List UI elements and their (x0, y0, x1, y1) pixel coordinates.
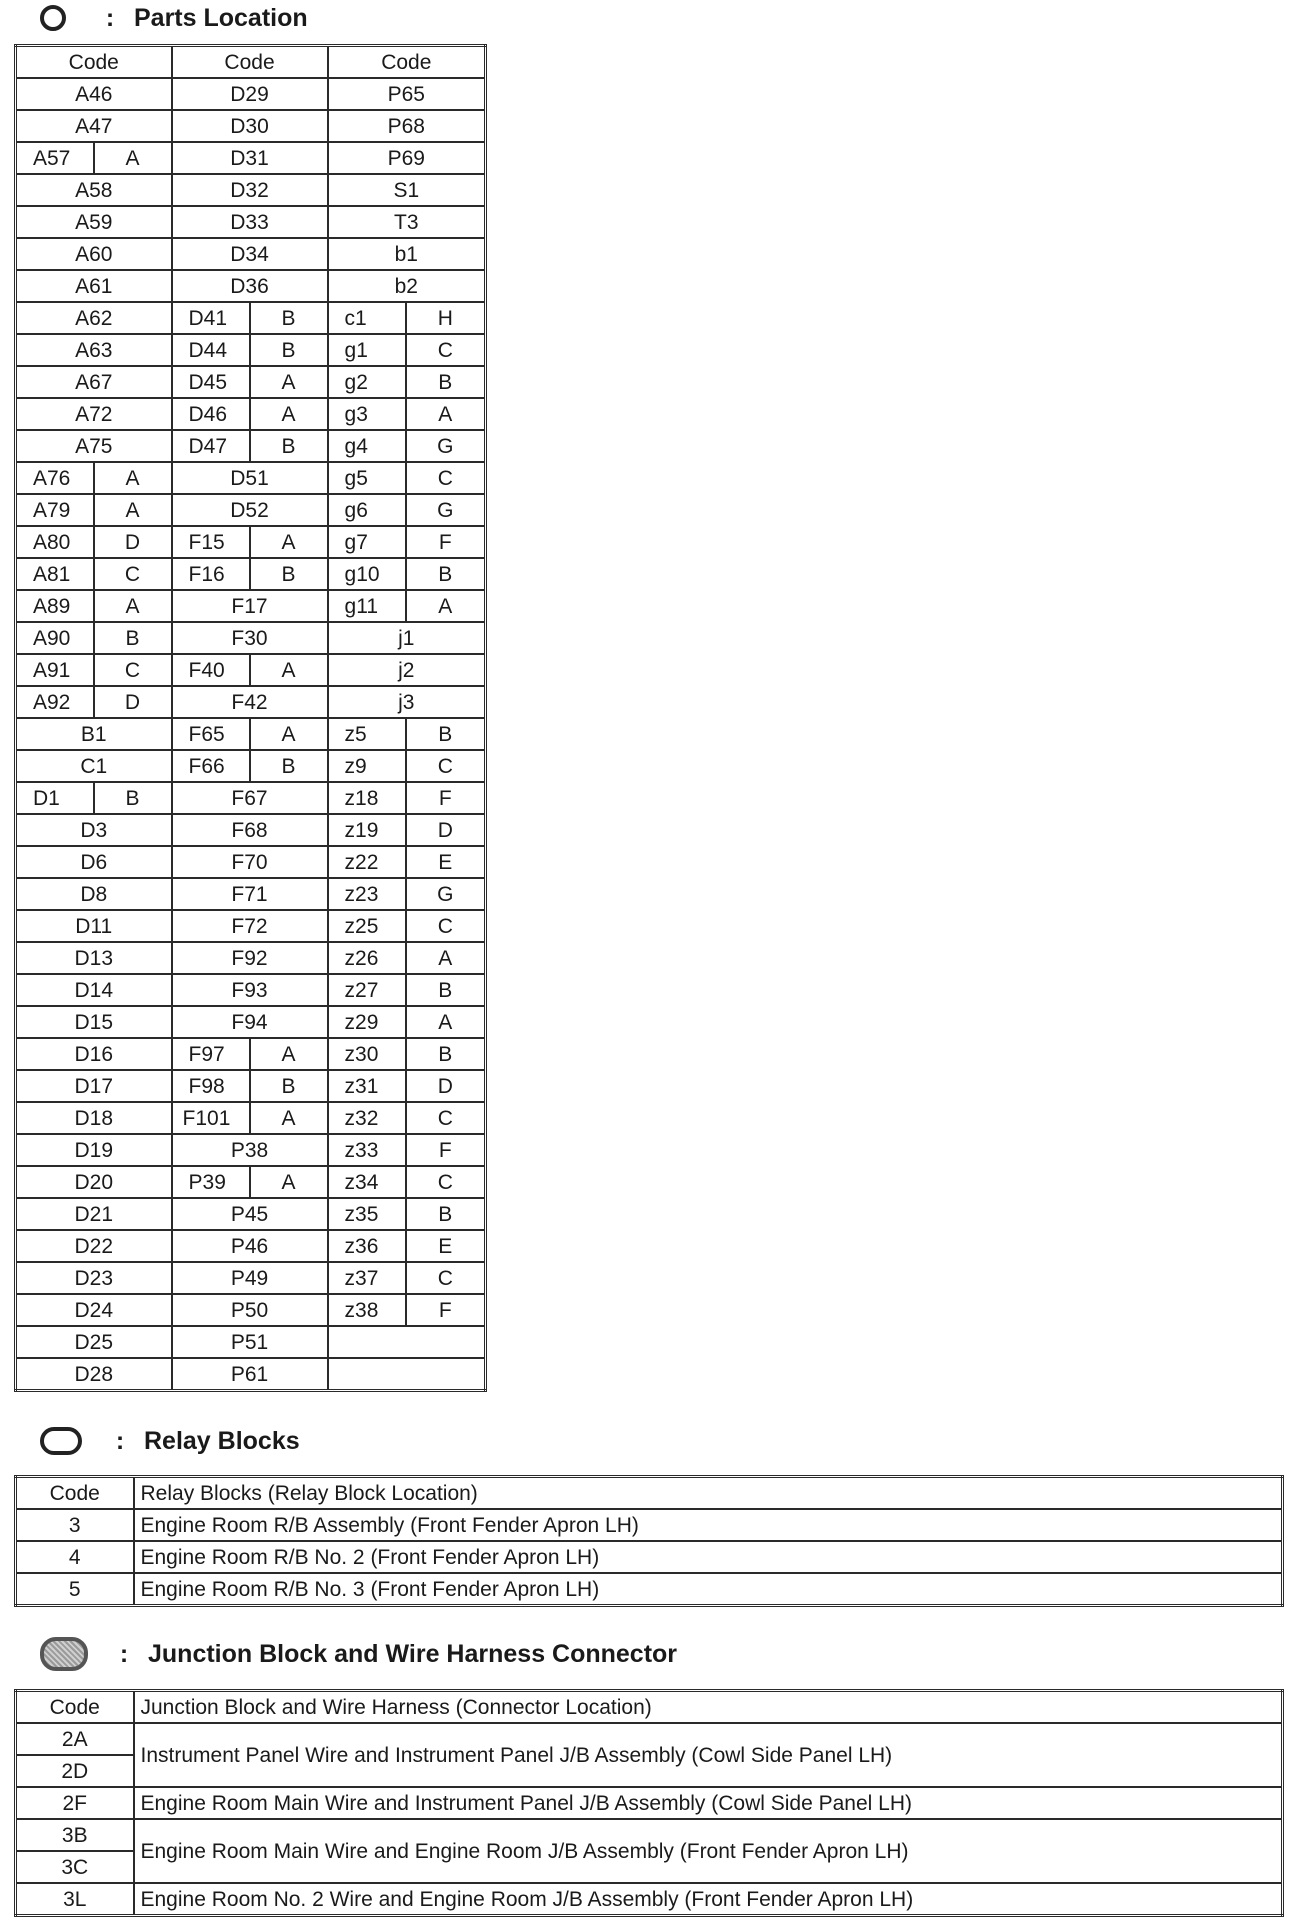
table-row (16, 142, 486, 174)
part-code-cell: P45 (172, 1198, 328, 1230)
table-row (16, 1294, 486, 1326)
part-location-letter-cell: D (94, 526, 172, 558)
part-code-cell: A80 (16, 526, 94, 558)
part-location-letter-cell: A (406, 942, 486, 974)
part-code-cell: g11 (328, 590, 406, 622)
part-code-cell: b1 (328, 238, 486, 270)
part-code-cell: A59 (16, 206, 172, 238)
part-code-cell: z30 (328, 1038, 406, 1070)
part-location-letter-cell: E (406, 846, 486, 878)
part-location-letter-cell: A (250, 1038, 328, 1070)
part-code-cell: A76 (16, 462, 94, 494)
part-code-cell: F67 (172, 782, 328, 814)
junction-blocks-table (14, 1689, 1284, 1917)
part-code-cell: A75 (16, 430, 172, 462)
junction-code-cell: 3C (16, 1851, 134, 1883)
part-code-cell: g4 (328, 430, 406, 462)
part-location-letter-cell: A (250, 526, 328, 558)
part-code-cell: D33 (172, 206, 328, 238)
junction-description-cell: Engine Room No. 2 Wire and Engine Room J/B Assembly (Front Fender Apron LH) (134, 1883, 1283, 1916)
part-location-letter-cell: C (94, 654, 172, 686)
part-code-cell: D25 (16, 1326, 172, 1358)
part-location-letter-cell: A (250, 718, 328, 750)
relay-blocks-table (14, 1475, 1284, 1607)
part-code-cell: z36 (328, 1230, 406, 1262)
part-code-cell: F65 (172, 718, 250, 750)
table-row (16, 494, 486, 526)
table-row (16, 590, 486, 622)
table-row (16, 846, 486, 878)
table-row (16, 1134, 486, 1166)
part-code-cell: g10 (328, 558, 406, 590)
part-code-cell: A92 (16, 686, 94, 718)
part-location-letter-cell: A (250, 398, 328, 430)
part-location-letter-cell: G (406, 878, 486, 910)
part-code-cell: g2 (328, 366, 406, 398)
table-row (16, 1070, 486, 1102)
table-row (16, 1723, 1283, 1755)
part-code-cell: D47 (172, 430, 250, 462)
part-code-cell: g1 (328, 334, 406, 366)
part-location-letter-cell: A (406, 590, 486, 622)
part-code-cell: F94 (172, 1006, 328, 1038)
part-location-letter-cell: A (250, 1102, 328, 1134)
part-code-cell: F70 (172, 846, 328, 878)
junction-code-cell: 2F (16, 1787, 134, 1819)
part-location-letter-cell: B (406, 558, 486, 590)
junction-code-cell: 3B (16, 1819, 134, 1851)
part-code-cell: A62 (16, 302, 172, 334)
part-location-letter-cell: A (94, 590, 172, 622)
part-code-cell: j2 (328, 654, 486, 686)
part-code-cell: F15 (172, 526, 250, 558)
table-row (16, 942, 486, 974)
part-code-cell: D22 (16, 1230, 172, 1262)
part-code-cell: D36 (172, 270, 328, 302)
part-code-cell: A63 (16, 334, 172, 366)
part-code-cell: z18 (328, 782, 406, 814)
part-code-cell: D45 (172, 366, 250, 398)
part-code-cell: P68 (328, 110, 486, 142)
part-code-cell: z38 (328, 1294, 406, 1326)
part-location-letter-cell: B (406, 1038, 486, 1070)
table-row (16, 238, 486, 270)
junction-description-cell: Instrument Panel Wire and Instrument Panel J/B Assembly (Cowl Side Panel LH) (134, 1723, 1283, 1787)
table-row (16, 398, 486, 430)
part-code-cell: D28 (16, 1358, 172, 1391)
part-location-letter-cell: B (406, 974, 486, 1006)
part-location-letter-cell: C (406, 1166, 486, 1198)
table-row (16, 334, 486, 366)
part-location-letter-cell: C (406, 1262, 486, 1294)
part-code-cell: g6 (328, 494, 406, 526)
table-header-row (16, 1691, 1283, 1724)
part-location-letter-cell: A (94, 494, 172, 526)
part-code-cell: c1 (328, 302, 406, 334)
table-row (16, 1883, 1283, 1916)
part-code-cell: z26 (328, 942, 406, 974)
part-code-cell: A79 (16, 494, 94, 526)
part-code-cell: z19 (328, 814, 406, 846)
relay-description-cell: Engine Room R/B No. 3 (Front Fender Apron LH) (134, 1573, 1283, 1606)
part-location-letter-cell: C (406, 462, 486, 494)
table-row (16, 878, 486, 910)
heading-colon: : (119, 1639, 129, 1668)
part-code-cell: g5 (328, 462, 406, 494)
column-header: Code (16, 1477, 134, 1510)
part-location-letter-cell: C (406, 750, 486, 782)
part-code-cell: A81 (16, 558, 94, 590)
part-code-cell: z23 (328, 878, 406, 910)
part-location-letter-cell: B (250, 302, 328, 334)
table-row (16, 462, 486, 494)
part-location-letter-cell: B (250, 334, 328, 366)
relay-description-cell: Engine Room R/B No. 2 (Front Fender Apron LH) (134, 1541, 1283, 1573)
junction-description-cell: Engine Room Main Wire and Engine Room J/B Assembly (Front Fender Apron LH) (134, 1819, 1283, 1883)
part-code-cell: F72 (172, 910, 328, 942)
part-code-cell: z35 (328, 1198, 406, 1230)
part-location-letter-cell: B (250, 750, 328, 782)
part-code-cell: D18 (16, 1102, 172, 1134)
part-code-cell: D11 (16, 910, 172, 942)
part-code-cell: g3 (328, 398, 406, 430)
part-location-letter-cell: A (250, 1166, 328, 1198)
part-location-letter-cell: H (406, 302, 486, 334)
part-code-cell: D20 (16, 1166, 172, 1198)
table-row (16, 654, 486, 686)
table-row (16, 366, 486, 398)
part-code-cell: F101 (172, 1102, 250, 1134)
part-location-letter-cell: C (406, 334, 486, 366)
part-code-cell: F17 (172, 590, 328, 622)
junction-code-cell: 2A (16, 1723, 134, 1755)
part-code-cell: D24 (16, 1294, 172, 1326)
part-code-cell: F93 (172, 974, 328, 1006)
part-code-cell: A47 (16, 110, 172, 142)
part-location-letter-cell: B (94, 782, 172, 814)
part-code-cell: A58 (16, 174, 172, 206)
table-row (16, 1509, 1283, 1541)
part-code-cell: z31 (328, 1070, 406, 1102)
table-row (16, 110, 486, 142)
part-code-cell: F97 (172, 1038, 250, 1070)
part-code-cell: D31 (172, 142, 328, 174)
part-code-cell: A57 (16, 142, 94, 174)
part-code-cell: z5 (328, 718, 406, 750)
part-code-cell: z29 (328, 1006, 406, 1038)
empty-cell (328, 1358, 486, 1391)
part-code-cell: F92 (172, 942, 328, 974)
parts-location-title: Parts Location (134, 3, 308, 32)
part-code-cell: D16 (16, 1038, 172, 1070)
table-row (16, 1038, 486, 1070)
part-code-cell: F42 (172, 686, 328, 718)
part-location-letter-cell: F (406, 782, 486, 814)
part-code-cell: D8 (16, 878, 172, 910)
part-code-cell: D23 (16, 1262, 172, 1294)
relay-code-cell: 4 (16, 1541, 134, 1573)
part-location-letter-cell: A (94, 142, 172, 174)
junction-code-cell: 2D (16, 1755, 134, 1787)
shaded-oval-symbol-icon (40, 1637, 88, 1671)
circle-symbol-icon (40, 5, 66, 31)
table-row (16, 1819, 1283, 1851)
part-location-letter-cell: B (250, 1070, 328, 1102)
part-code-cell: P50 (172, 1294, 328, 1326)
part-location-letter-cell: A (406, 1006, 486, 1038)
part-code-cell: S1 (328, 174, 486, 206)
part-code-cell: F66 (172, 750, 250, 782)
part-code-cell: D32 (172, 174, 328, 206)
part-code-cell: F16 (172, 558, 250, 590)
part-location-letter-cell: B (94, 622, 172, 654)
part-location-letter-cell: A (94, 462, 172, 494)
part-code-cell: P46 (172, 1230, 328, 1262)
relay-blocks-heading (40, 1423, 300, 1459)
part-code-cell: b2 (328, 270, 486, 302)
table-row (16, 1326, 486, 1358)
part-code-cell: D3 (16, 814, 172, 846)
part-location-letter-cell: F (406, 1134, 486, 1166)
part-code-cell: F71 (172, 878, 328, 910)
part-code-cell: A72 (16, 398, 172, 430)
part-location-letter-cell: F (406, 1294, 486, 1326)
table-row (16, 1198, 486, 1230)
part-code-cell: A46 (16, 78, 172, 110)
column-header: Code (172, 46, 328, 79)
table-row (16, 1102, 486, 1134)
part-code-cell: z25 (328, 910, 406, 942)
part-code-cell: D17 (16, 1070, 172, 1102)
heading-colon: : (105, 3, 115, 32)
part-code-cell: P39 (172, 1166, 250, 1198)
column-header: Relay Blocks (Relay Block Location) (134, 1477, 1283, 1510)
table-row (16, 750, 486, 782)
part-code-cell: P69 (328, 142, 486, 174)
part-location-letter-cell: B (406, 1198, 486, 1230)
part-code-cell: D21 (16, 1198, 172, 1230)
part-code-cell: D19 (16, 1134, 172, 1166)
part-location-letter-cell: G (406, 494, 486, 526)
part-location-letter-cell: C (406, 910, 486, 942)
part-code-cell: D1 (16, 782, 94, 814)
part-code-cell: P61 (172, 1358, 328, 1391)
part-code-cell: A90 (16, 622, 94, 654)
part-location-letter-cell: E (406, 1230, 486, 1262)
table-row (16, 1006, 486, 1038)
part-code-cell: D51 (172, 462, 328, 494)
part-location-letter-cell: D (406, 1070, 486, 1102)
table-row (16, 174, 486, 206)
part-code-cell: A91 (16, 654, 94, 686)
part-code-cell: z27 (328, 974, 406, 1006)
column-header: Code (16, 1691, 134, 1724)
part-location-letter-cell: F (406, 526, 486, 558)
table-row (16, 1166, 486, 1198)
part-location-letter-cell: D (406, 814, 486, 846)
part-code-cell: T3 (328, 206, 486, 238)
table-row (16, 558, 486, 590)
table-row (16, 718, 486, 750)
oval-symbol-icon (40, 1427, 82, 1455)
table-header-row (16, 1477, 1283, 1510)
part-code-cell: D14 (16, 974, 172, 1006)
table-header-row (16, 46, 486, 79)
table-row (16, 974, 486, 1006)
table-row (16, 622, 486, 654)
part-code-cell: F40 (172, 654, 250, 686)
part-code-cell: D41 (172, 302, 250, 334)
part-code-cell: F98 (172, 1070, 250, 1102)
part-code-cell: P49 (172, 1262, 328, 1294)
part-code-cell: z37 (328, 1262, 406, 1294)
table-row (16, 1573, 1283, 1606)
part-code-cell: D13 (16, 942, 172, 974)
part-code-cell: A67 (16, 366, 172, 398)
part-code-cell: D6 (16, 846, 172, 878)
empty-cell (328, 1326, 486, 1358)
table-row (16, 814, 486, 846)
table-row (16, 1230, 486, 1262)
part-code-cell: D30 (172, 110, 328, 142)
column-header: Code (16, 46, 172, 79)
relay-code-cell: 3 (16, 1509, 134, 1541)
table-row (16, 430, 486, 462)
part-code-cell: P65 (328, 78, 486, 110)
part-code-cell: P38 (172, 1134, 328, 1166)
part-code-cell: D46 (172, 398, 250, 430)
relay-blocks-title: Relay Blocks (144, 1426, 300, 1455)
part-location-letter-cell: G (406, 430, 486, 462)
junction-code-cell: 3L (16, 1883, 134, 1916)
part-code-cell: D44 (172, 334, 250, 366)
part-location-letter-cell: B (406, 366, 486, 398)
part-location-letter-cell: A (250, 366, 328, 398)
part-location-letter-cell: A (406, 398, 486, 430)
table-row (16, 1541, 1283, 1573)
part-code-cell: F68 (172, 814, 328, 846)
table-row (16, 1262, 486, 1294)
part-code-cell: P51 (172, 1326, 328, 1358)
table-row (16, 782, 486, 814)
part-code-cell: D52 (172, 494, 328, 526)
part-code-cell: C1 (16, 750, 172, 782)
table-row (16, 686, 486, 718)
junction-blocks-heading (40, 1636, 677, 1672)
table-row (16, 270, 486, 302)
part-code-cell: z32 (328, 1102, 406, 1134)
part-location-letter-cell: B (250, 430, 328, 462)
part-location-letter-cell: B (250, 558, 328, 590)
column-header: Code (328, 46, 486, 79)
part-location-letter-cell: A (250, 654, 328, 686)
part-code-cell: F30 (172, 622, 328, 654)
part-code-cell: j1 (328, 622, 486, 654)
part-location-letter-cell: C (406, 1102, 486, 1134)
table-row (16, 78, 486, 110)
relay-code-cell: 5 (16, 1573, 134, 1606)
table-row (16, 1787, 1283, 1819)
part-code-cell: z9 (328, 750, 406, 782)
part-code-cell: A60 (16, 238, 172, 270)
part-code-cell: z34 (328, 1166, 406, 1198)
part-code-cell: D34 (172, 238, 328, 270)
junction-blocks-title: Junction Block and Wire Harness Connector (148, 1639, 678, 1668)
junction-description-cell: Engine Room Main Wire and Instrument Panel J/B Assembly (Cowl Side Panel LH) (134, 1787, 1283, 1819)
part-location-letter-cell: D (94, 686, 172, 718)
parts-location-table (14, 44, 487, 1392)
part-location-letter-cell: B (406, 718, 486, 750)
part-code-cell: g7 (328, 526, 406, 558)
part-code-cell: j3 (328, 686, 486, 718)
part-code-cell: B1 (16, 718, 172, 750)
table-row (16, 910, 486, 942)
parts-location-heading (40, 0, 308, 36)
relay-description-cell: Engine Room R/B Assembly (Front Fender Apron LH) (134, 1509, 1283, 1541)
part-code-cell: z22 (328, 846, 406, 878)
table-row (16, 1358, 486, 1391)
table-row (16, 206, 486, 238)
table-row (16, 302, 486, 334)
part-code-cell: D29 (172, 78, 328, 110)
part-code-cell: A61 (16, 270, 172, 302)
heading-colon: : (115, 1426, 125, 1455)
part-code-cell: A89 (16, 590, 94, 622)
part-location-letter-cell: C (94, 558, 172, 590)
table-row (16, 526, 486, 558)
column-header: Junction Block and Wire Harness (Connector Location) (134, 1691, 1283, 1724)
part-code-cell: D15 (16, 1006, 172, 1038)
part-code-cell: z33 (328, 1134, 406, 1166)
